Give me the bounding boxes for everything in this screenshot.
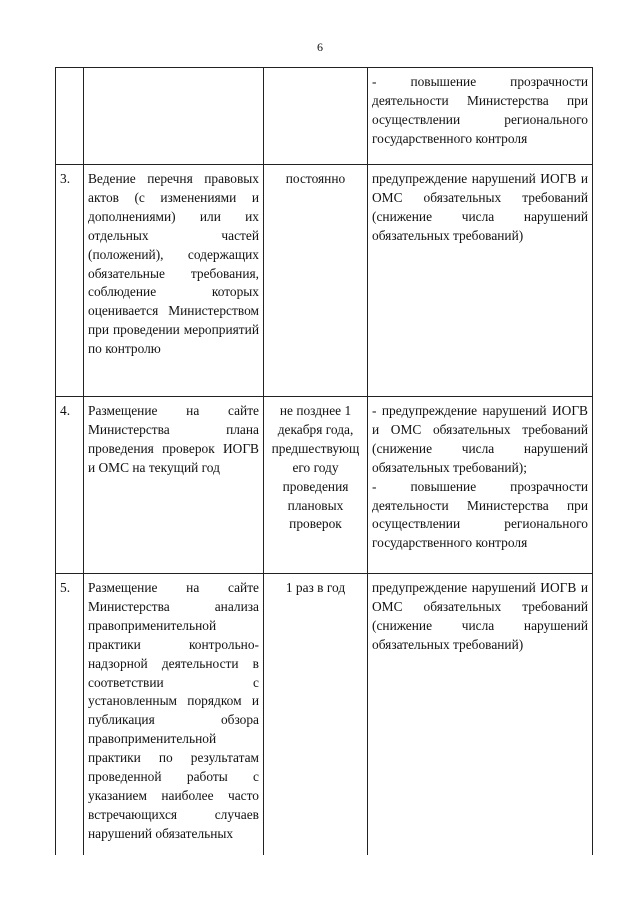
result-item: - повышение прозрачности деятельности Министерства при осуществлении регионального государственного контроля [372,478,588,551]
result-cell [368,574,593,856]
result-cell [368,165,593,397]
row-number: 5. [56,574,84,856]
action-cell: Ведение перечня правовых актов (с изменениями и дополнениями) или их отдельных частей (положений), содержащих обязательные требования, соблюдение которых оценивается Министерством при проведении мероприятий по контролю [84,165,264,397]
table-row [56,68,593,165]
term-cell: постоянно [264,165,368,397]
row-number: 4. [56,397,84,574]
term-cell [264,68,368,165]
result-item: предупреждение нарушений ИОГВ и ОМС обязательных требований (снижение числа нарушений обязательных требований) [372,580,588,652]
table-row [56,574,593,856]
term-cell: 1 раз в год [264,574,368,856]
row-number: 3. [56,165,84,397]
result-item: - предупреждение нарушений ИОГВ и ОМС обязательных требований (снижение числа нарушений обязательных требований); [372,403,588,475]
result-cell [368,68,593,165]
table-row [56,397,593,574]
action-cell: Размещение на сайте Министерства анализа правоприменительной практики контрольно-надзорной деятельности в соответствии с установленным порядком и публикация обзора правоприменительной практики по результатам проведенной работы с указанием наиболее часто встречающихся случаев нарушений обязательных [84,574,264,856]
table-row [56,165,593,397]
term-cell: не позднее 1 декабря года, предшествующ его году проведения плановых проверок [264,397,368,574]
action-cell: Размещение на сайте Министерства плана проведения проверок ИОГВ и ОМС на текущий год [84,397,264,574]
action-cell [84,68,264,165]
result-item: предупреждение нарушений ИОГВ и ОМС обязательных требований (снижение числа нарушений обязательных требований) [372,171,588,243]
result-item: - повышение прозрачности деятельности Министерства при осуществлении регионального государственного контроля [372,74,588,146]
page-number: 6 [317,40,323,54]
result-cell [368,397,593,574]
measures-table [55,67,593,855]
row-number [56,68,84,165]
